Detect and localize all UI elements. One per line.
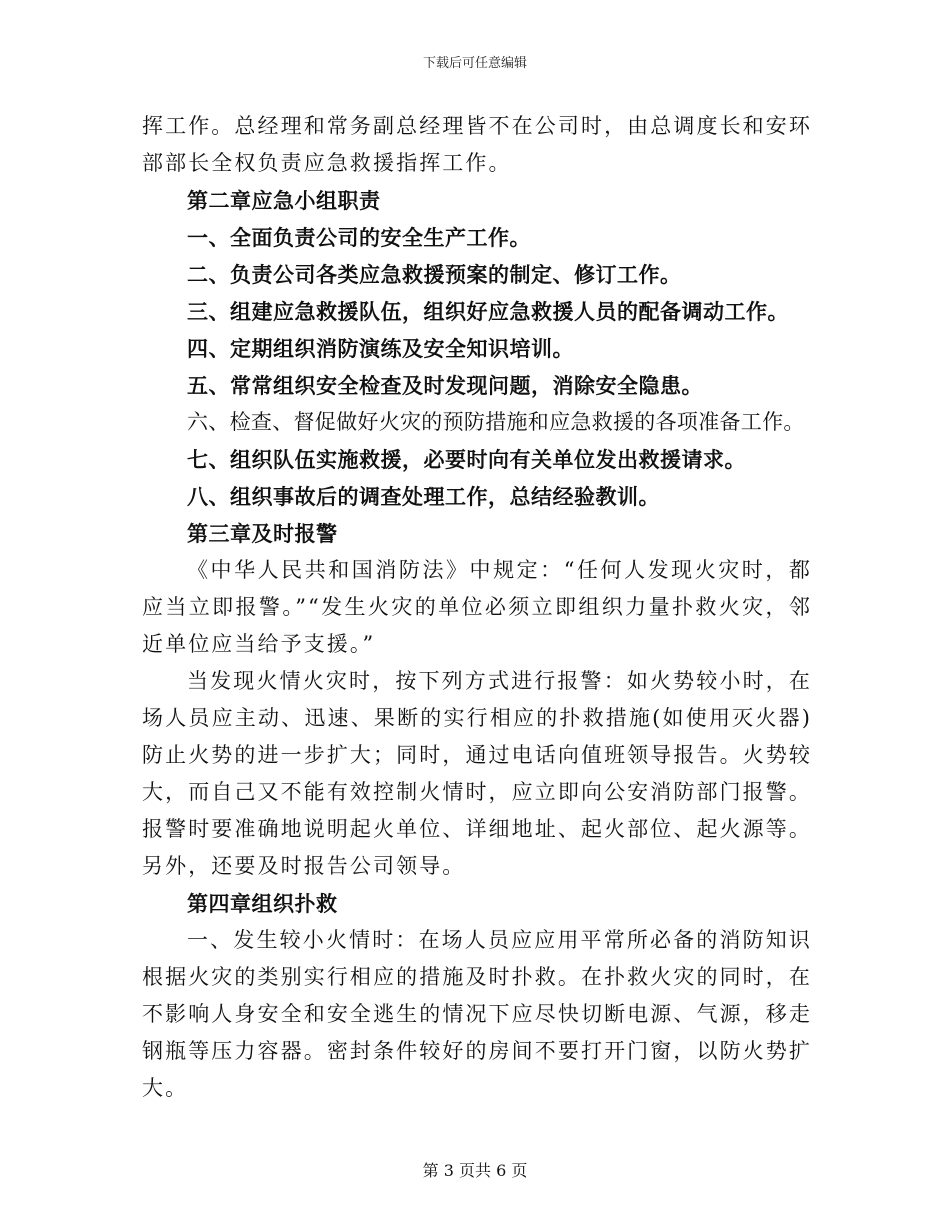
intro-paragraph: 挥工作。总经理和常务副总经理皆不在公司时，由总调度长和安环部部长全权负责应急救援指挥工作。 (142, 114, 812, 175)
chapter2-item-6: 六、检查、督促做好火灾的预防措施和应急救援的各项准备工作。 (187, 410, 805, 434)
chapter3-paragraph-1: 《中华人民共和国消防法》中规定：“任何人发现火灾时，都应当立即报警。”“发生火灾的单位必须立即组织力量扑救火灾，邻近单位应当给予支援。” (142, 558, 812, 656)
chapter2-item-3: 三、组建应急救援队伍，组织好应急救援人员的配备调动工作。 (187, 299, 789, 324)
chapter4-paragraph-1: 一、发生较小火情时：在场人员应应用平常所必备的消防知识根据火灾的类别实行相应的措施及时扑救。在扑救火灾的同时，在不影响人身安全和安全逃生的情况下应尽快切断电源、气源，移走钢瓶等压力容器。密封条件较好的房间不要打开门窗，以防火势扩大。 (142, 928, 812, 1100)
chapter2-item-4: 四、定期组织消防演练及安全知识培训。 (187, 336, 574, 361)
chapter2-item-2: 二、负责公司各类应急救援预案的制定、修订工作。 (187, 262, 682, 287)
chapter4-title: 第四章组织扑救 (187, 891, 338, 916)
document-body (142, 108, 812, 1107)
chapter3-paragraph-2: 当发现火情火灾时，按下列方式进行报警：如火势较小时，在场人员应主动、迅速、果断的实行相应的扑救措施(如使用灭火器)防止火势的进一步扩大；同时，通过电话向值班领导报告。火势较大，而自己又不能有效控制火情时，应立即向公安消防部门报警。报警时要准确地说明起火单位、详细地址、起火部位、起火源等。另外，还要及时报告公司领导。 (142, 669, 812, 878)
chapter2-item-8: 八、组织事故后的调查处理工作，总结经验教训。 (187, 484, 660, 509)
chapter2-item-1: 一、全面负责公司的安全生产工作。 (187, 225, 531, 250)
page-header: 下载后可任意编辑 (422, 56, 527, 71)
chapter2-title: 第二章应急小组职责 (187, 188, 381, 213)
chapter2-item-5: 五、常常组织安全检查及时发现问题，消除安全隐患。 (187, 373, 703, 398)
chapter3-title: 第三章及时报警 (187, 521, 338, 546)
chapter2-item-7: 七、组织队伍实施救援，必要时向有关单位发出救援请求。 (187, 447, 746, 472)
page-number: 第 3 页共 6 页 (422, 1161, 528, 1180)
